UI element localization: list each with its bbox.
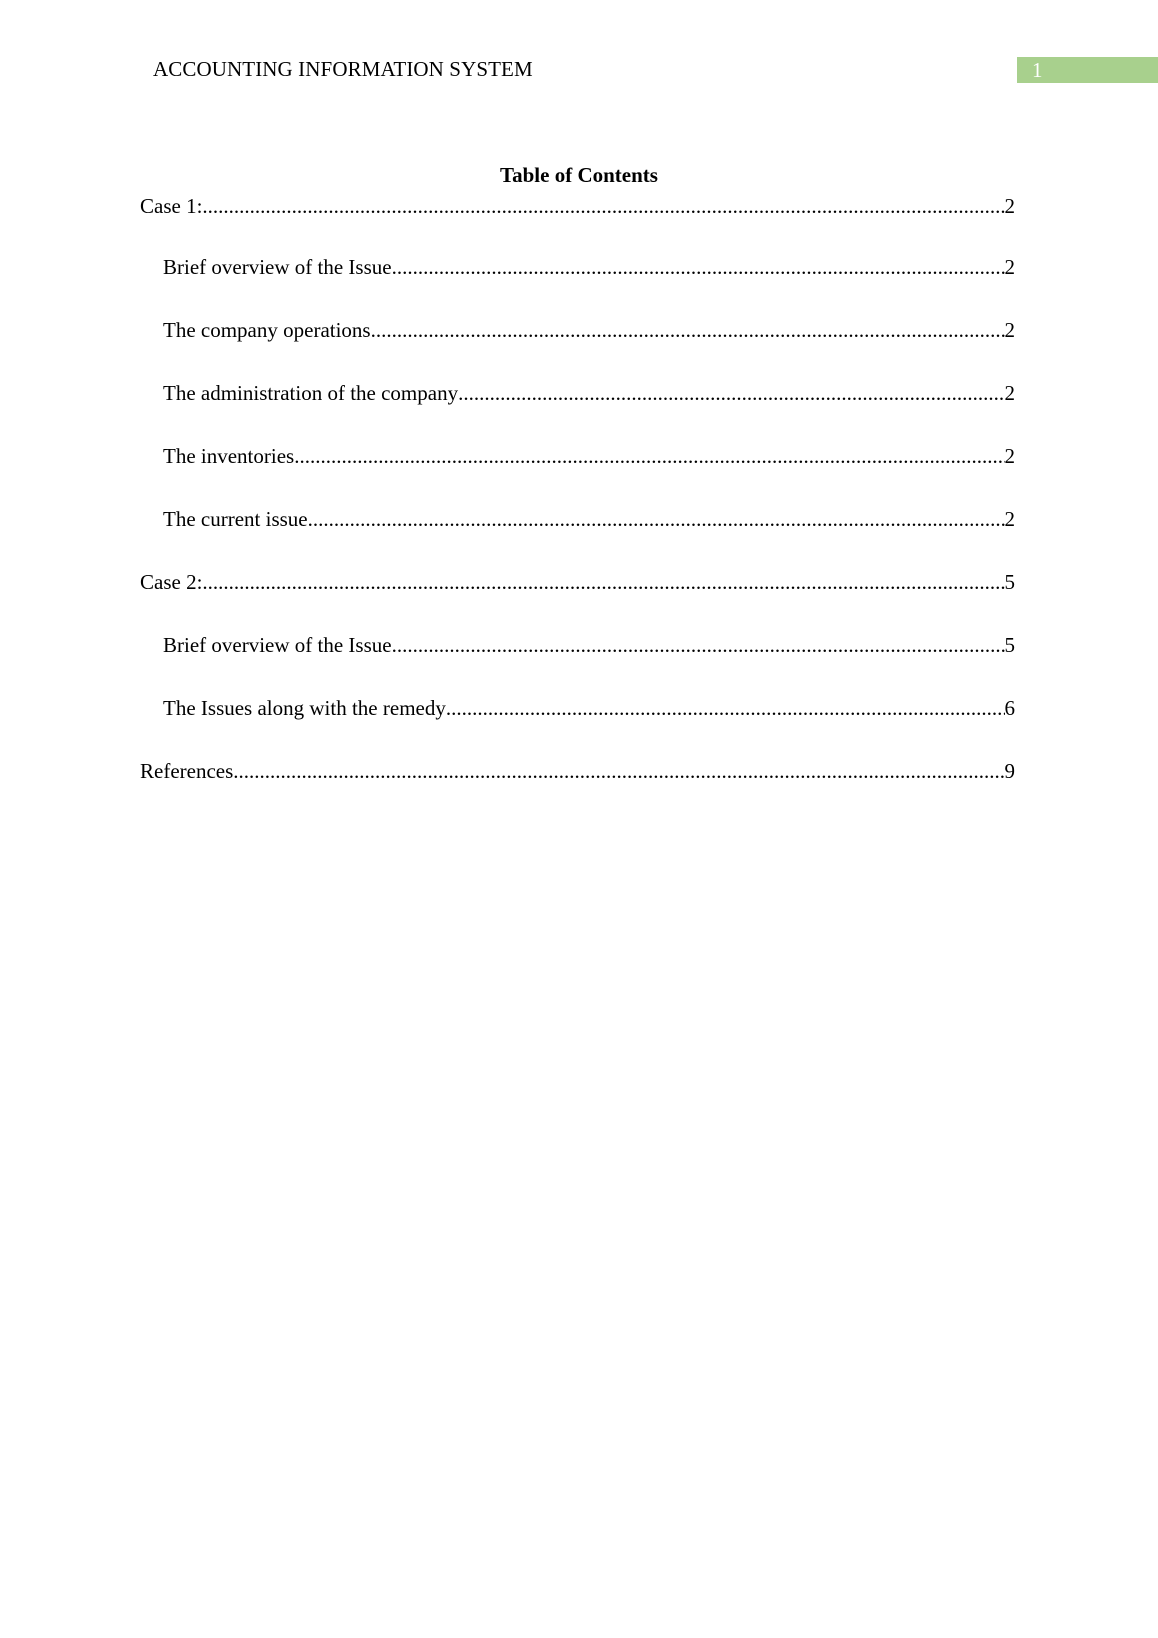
toc-entry-label: Case 1:	[140, 194, 203, 218]
dot-leader	[202, 569, 1004, 595]
running-header-title: ACCOUNTING INFORMATION SYSTEM	[153, 57, 533, 81]
toc-entry-label: The inventories	[163, 444, 295, 468]
toc-entry-issues-remedy[interactable]	[140, 695, 1015, 721]
toc-entry-administration[interactable]	[140, 380, 1015, 406]
dot-leader	[458, 380, 1004, 406]
toc-entry-case-1-brief-overview[interactable]	[140, 254, 1015, 280]
toc-entry-label: References	[140, 759, 234, 783]
dot-leader	[392, 632, 1005, 658]
toc-entry-label: Brief overview of the Issue	[163, 633, 392, 657]
dot-leader	[294, 443, 1004, 469]
toc-entry-page: 2	[1004, 255, 1015, 279]
dot-leader	[392, 254, 1005, 280]
toc-entry-label: The current issue	[163, 507, 308, 531]
toc-entry-page: 6	[1004, 696, 1015, 720]
toc-entry-case-2-brief-overview[interactable]	[140, 632, 1015, 658]
toc-entry-page: 2	[1004, 444, 1015, 468]
toc-entry-page: 2	[1004, 507, 1015, 531]
toc-entry-references[interactable]	[140, 758, 1015, 784]
toc-entry-page: 5	[1004, 570, 1015, 594]
toc-entry-company-operations[interactable]	[140, 317, 1015, 343]
toc-heading: Table of Contents	[500, 163, 658, 187]
toc-entry-page: 2	[1004, 194, 1015, 218]
toc-entry-label: The company operations	[163, 318, 371, 342]
toc-entry-case-1[interactable]	[140, 193, 1015, 219]
dot-leader	[233, 758, 1004, 784]
dot-leader	[308, 506, 1005, 532]
dot-leader	[446, 695, 1005, 721]
toc-entry-label: Brief overview of the Issue	[163, 255, 392, 279]
toc-entry-page: 9	[1004, 759, 1015, 783]
toc-entry-case-2[interactable]	[140, 569, 1015, 595]
page-number-badge	[1017, 57, 1158, 83]
toc-entry-page: 2	[1004, 318, 1015, 342]
dot-leader	[202, 193, 1004, 219]
toc-entry-current-issue[interactable]	[140, 506, 1015, 532]
dot-leader	[371, 317, 1005, 343]
toc-entry-page: 2	[1004, 381, 1015, 405]
toc-entry-label: The Issues along with the remedy	[163, 696, 446, 720]
toc-entry-page: 5	[1004, 633, 1015, 657]
toc-entry-inventories[interactable]	[140, 443, 1015, 469]
page-number: 1	[1032, 58, 1043, 82]
toc-entry-label: The administration of the company	[163, 381, 459, 405]
toc-entry-label: Case 2:	[140, 570, 203, 594]
